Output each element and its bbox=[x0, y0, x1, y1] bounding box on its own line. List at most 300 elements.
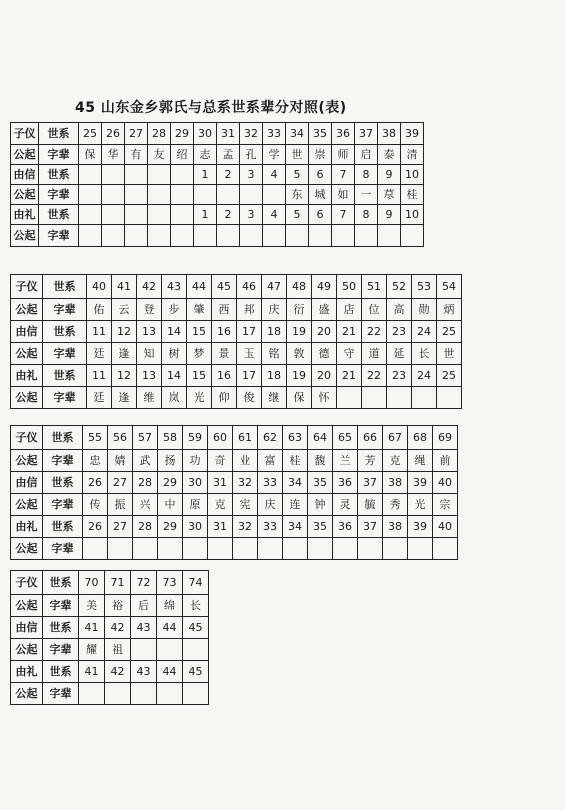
table-cell bbox=[217, 225, 240, 247]
table-cell: 59 bbox=[183, 426, 208, 450]
table-cell: 13 bbox=[137, 365, 162, 387]
table-cell: 崇 bbox=[309, 145, 332, 165]
row-type-cell: 世系 bbox=[43, 275, 87, 299]
table-cell: 37 bbox=[358, 516, 383, 538]
table-cell: 业 bbox=[233, 450, 258, 472]
table-cell: 5 bbox=[286, 165, 309, 185]
table-cell: 兴 bbox=[133, 494, 158, 516]
gongqi-zibei-row bbox=[11, 595, 209, 617]
gongqi-zibei-row-3 bbox=[11, 387, 462, 409]
table-cell: 56 bbox=[108, 426, 133, 450]
table-cell: 24 bbox=[412, 365, 437, 387]
generation-table-1 bbox=[10, 122, 424, 247]
table-cell bbox=[309, 225, 332, 247]
table-cell: 43 bbox=[131, 661, 157, 683]
table-cell: 长 bbox=[183, 595, 209, 617]
table-cell bbox=[79, 683, 105, 705]
table-cell: 维 bbox=[137, 387, 162, 409]
table-cell: 芳 bbox=[358, 450, 383, 472]
table-cell bbox=[102, 165, 125, 185]
row-type-cell: 字辈 bbox=[43, 494, 83, 516]
table-cell: 邦 bbox=[237, 299, 262, 321]
person-header-cell: 公起 bbox=[11, 450, 43, 472]
generation-table-2 bbox=[10, 274, 462, 409]
table-cell bbox=[387, 387, 412, 409]
person-header-cell: 公起 bbox=[11, 299, 43, 321]
table-cell bbox=[157, 683, 183, 705]
generation-table-3 bbox=[10, 425, 458, 560]
table-cell bbox=[125, 165, 148, 185]
table-cell bbox=[263, 225, 286, 247]
gongqi-zibei-row-3 bbox=[11, 538, 458, 560]
table-cell: 庆 bbox=[258, 494, 283, 516]
table-cell: 50 bbox=[337, 275, 362, 299]
person-header-cell: 由礼 bbox=[11, 205, 39, 225]
table-cell: 荩 bbox=[378, 185, 401, 205]
table-cell bbox=[183, 639, 209, 661]
table-cell bbox=[332, 225, 355, 247]
table-cell: 45 bbox=[212, 275, 237, 299]
row-type-cell: 字辈 bbox=[43, 538, 83, 560]
table-cell bbox=[355, 225, 378, 247]
table-cell bbox=[171, 185, 194, 205]
table-cell: 西 bbox=[212, 299, 237, 321]
table-cell: 74 bbox=[183, 571, 209, 595]
table-cell: 6 bbox=[309, 205, 332, 225]
table-cell: 原 bbox=[183, 494, 208, 516]
table-cell: 12 bbox=[112, 321, 137, 343]
table-cell: 18 bbox=[262, 365, 287, 387]
table-cell: 耀 bbox=[79, 639, 105, 661]
table-cell: 58 bbox=[158, 426, 183, 450]
table-cell: 40 bbox=[433, 516, 458, 538]
table-cell bbox=[217, 185, 240, 205]
person-header-cell: 公起 bbox=[11, 538, 43, 560]
table-cell: 49 bbox=[312, 275, 337, 299]
table-cell: 28 bbox=[133, 472, 158, 494]
table-cell: 9 bbox=[378, 165, 401, 185]
table-cell: 35 bbox=[308, 516, 333, 538]
table-cell: 知 bbox=[137, 343, 162, 365]
generation-table-4 bbox=[10, 570, 209, 705]
table-cell: 1 bbox=[194, 205, 217, 225]
table-cell bbox=[240, 225, 263, 247]
table-cell: 22 bbox=[362, 365, 387, 387]
gongqi-zibei-row bbox=[11, 299, 462, 321]
table-cell: 友 bbox=[148, 145, 171, 165]
table-cell bbox=[412, 387, 437, 409]
table-cell bbox=[125, 225, 148, 247]
table-cell: 仰 bbox=[212, 387, 237, 409]
person-header-cell: 子仪 bbox=[11, 426, 43, 450]
table-cell: 5 bbox=[286, 205, 309, 225]
gongqi-zibei-row-2 bbox=[11, 494, 458, 516]
table-cell: 73 bbox=[157, 571, 183, 595]
table-cell: 扬 bbox=[158, 450, 183, 472]
table-cell: 41 bbox=[112, 275, 137, 299]
table-cell: 秀 bbox=[383, 494, 408, 516]
table-cell: 13 bbox=[137, 321, 162, 343]
table-cell: 38 bbox=[383, 516, 408, 538]
table-cell: 灵 bbox=[333, 494, 358, 516]
table-cell: 景 bbox=[212, 343, 237, 365]
table-cell: 桂 bbox=[401, 185, 424, 205]
table-cell: 9 bbox=[378, 205, 401, 225]
table-cell: 武 bbox=[133, 450, 158, 472]
table-cell: 71 bbox=[105, 571, 131, 595]
table-cell: 继 bbox=[262, 387, 287, 409]
table-cell: 忠 bbox=[83, 450, 108, 472]
table-cell: 46 bbox=[237, 275, 262, 299]
table-cell: 钟 bbox=[308, 494, 333, 516]
table-cell: 18 bbox=[262, 321, 287, 343]
table-cell: 32 bbox=[240, 123, 263, 145]
table-cell: 60 bbox=[208, 426, 233, 450]
table-cell: 祖 bbox=[105, 639, 131, 661]
person-header-cell: 由礼 bbox=[11, 661, 43, 683]
gongqi-zibei-row-2 bbox=[11, 185, 424, 205]
table-cell: 守 bbox=[337, 343, 362, 365]
table-cell: 26 bbox=[83, 516, 108, 538]
table-cell bbox=[148, 165, 171, 185]
table-cell: 35 bbox=[308, 472, 333, 494]
table-cell: 33 bbox=[263, 123, 286, 145]
row-type-cell: 世系 bbox=[43, 516, 83, 538]
table-cell: 树 bbox=[162, 343, 187, 365]
person-header-cell: 公起 bbox=[11, 225, 39, 247]
table-cell: 裕 bbox=[105, 595, 131, 617]
table-cell: 20 bbox=[312, 321, 337, 343]
table-cell: 保 bbox=[287, 387, 312, 409]
table-cell: 37 bbox=[355, 123, 378, 145]
table-cell: 馥 bbox=[308, 450, 333, 472]
table-cell: 62 bbox=[258, 426, 283, 450]
table-cell bbox=[240, 185, 263, 205]
row-type-cell: 字辈 bbox=[43, 343, 87, 365]
table-cell: 54 bbox=[437, 275, 462, 299]
table-cell: 孔 bbox=[240, 145, 263, 165]
row-type-cell: 世系 bbox=[39, 165, 79, 185]
row-type-cell: 世系 bbox=[43, 571, 79, 595]
table-cell: 桂 bbox=[283, 450, 308, 472]
table-cell: 登 bbox=[137, 299, 162, 321]
person-header-cell: 公起 bbox=[11, 494, 43, 516]
youxin-shixi-row bbox=[11, 472, 458, 494]
table-cell: 36 bbox=[333, 472, 358, 494]
table-cell bbox=[258, 538, 283, 560]
table-cell: 33 bbox=[258, 516, 283, 538]
table-cell: 后 bbox=[131, 595, 157, 617]
table-cell: 33 bbox=[258, 472, 283, 494]
table-cell: 25 bbox=[437, 321, 462, 343]
table-cell: 学 bbox=[263, 145, 286, 165]
table-cell: 德 bbox=[312, 343, 337, 365]
table-cell: 44 bbox=[157, 617, 183, 639]
table-cell: 岚 bbox=[162, 387, 187, 409]
table-cell: 3 bbox=[240, 205, 263, 225]
table-cell: 兰 bbox=[333, 450, 358, 472]
table-cell: 41 bbox=[79, 661, 105, 683]
person-header-cell: 由信 bbox=[11, 472, 43, 494]
row-type-cell: 字辈 bbox=[39, 145, 79, 165]
table-cell: 45 bbox=[183, 661, 209, 683]
table-cell: 逢 bbox=[112, 387, 137, 409]
table-cell: 庆 bbox=[262, 299, 287, 321]
table-cell: 一 bbox=[355, 185, 378, 205]
table-cell: 65 bbox=[333, 426, 358, 450]
table-cell: 43 bbox=[162, 275, 187, 299]
table-cell: 47 bbox=[262, 275, 287, 299]
person-header-cell: 由信 bbox=[11, 165, 39, 185]
table-cell: 8 bbox=[355, 205, 378, 225]
table-cell bbox=[194, 225, 217, 247]
table-cell: 39 bbox=[401, 123, 424, 145]
table-cell: 10 bbox=[401, 205, 424, 225]
table-cell: 31 bbox=[217, 123, 240, 145]
table-cell: 梦 bbox=[187, 343, 212, 365]
youli-shixi-row bbox=[11, 661, 209, 683]
gongqi-zibei-row-3 bbox=[11, 683, 209, 705]
table-cell bbox=[378, 225, 401, 247]
table-cell: 怀 bbox=[312, 387, 337, 409]
table-cell: 城 bbox=[309, 185, 332, 205]
table-cell: 19 bbox=[287, 321, 312, 343]
table-cell: 40 bbox=[87, 275, 112, 299]
table-cell: 俊 bbox=[237, 387, 262, 409]
table-cell: 39 bbox=[408, 516, 433, 538]
table-cell bbox=[194, 185, 217, 205]
person-header-cell: 由信 bbox=[11, 321, 43, 343]
table-cell: 7 bbox=[332, 165, 355, 185]
table-cell: 23 bbox=[387, 365, 412, 387]
youxin-shixi-row bbox=[11, 617, 209, 639]
table-cell bbox=[102, 205, 125, 225]
table-cell: 53 bbox=[412, 275, 437, 299]
table-cell: 38 bbox=[383, 472, 408, 494]
table-cell: 世 bbox=[437, 343, 462, 365]
table-cell: 21 bbox=[337, 365, 362, 387]
table-cell: 64 bbox=[308, 426, 333, 450]
table-cell: 27 bbox=[108, 472, 133, 494]
table-cell: 步 bbox=[162, 299, 187, 321]
table-cell: 24 bbox=[412, 321, 437, 343]
table-cell: 佑 bbox=[87, 299, 112, 321]
table-cell: 41 bbox=[79, 617, 105, 639]
table-cell: 长 bbox=[412, 343, 437, 365]
gongqi-zibei-row-3 bbox=[11, 225, 424, 247]
table-cell bbox=[358, 538, 383, 560]
table-cell: 42 bbox=[105, 617, 131, 639]
table-cell bbox=[171, 205, 194, 225]
table-cell: 铭 bbox=[262, 343, 287, 365]
youli-shixi-row bbox=[11, 205, 424, 225]
table-cell: 31 bbox=[208, 516, 233, 538]
table-cell: 20 bbox=[312, 365, 337, 387]
table-cell: 27 bbox=[108, 516, 133, 538]
table-cell: 保 bbox=[79, 145, 102, 165]
table-cell: 68 bbox=[408, 426, 433, 450]
table-cell bbox=[401, 225, 424, 247]
table-cell: 39 bbox=[408, 472, 433, 494]
table-cell bbox=[133, 538, 158, 560]
table-cell: 19 bbox=[287, 365, 312, 387]
table-cell: 38 bbox=[378, 123, 401, 145]
gongqi-zibei-row bbox=[11, 450, 458, 472]
row-type-cell: 字辈 bbox=[43, 450, 83, 472]
row-type-cell: 世系 bbox=[43, 617, 79, 639]
table-cell: 42 bbox=[137, 275, 162, 299]
table-cell: 奇 bbox=[208, 450, 233, 472]
table-cell: 34 bbox=[286, 123, 309, 145]
gongqi-zibei-row-2 bbox=[11, 639, 209, 661]
table-cell: 15 bbox=[187, 365, 212, 387]
table-cell: 志 bbox=[194, 145, 217, 165]
table-cell: 14 bbox=[162, 321, 187, 343]
table-cell: 11 bbox=[87, 365, 112, 387]
row-type-cell: 字辈 bbox=[43, 299, 87, 321]
person-header-cell: 公起 bbox=[11, 387, 43, 409]
youli-shixi-row bbox=[11, 516, 458, 538]
table-cell: 道 bbox=[362, 343, 387, 365]
person-header-cell: 由信 bbox=[11, 617, 43, 639]
table-cell: 31 bbox=[208, 472, 233, 494]
row-type-cell: 字辈 bbox=[39, 185, 79, 205]
table-cell: 51 bbox=[362, 275, 387, 299]
table-cell: 23 bbox=[387, 321, 412, 343]
table-cell bbox=[333, 538, 358, 560]
table-cell: 11 bbox=[87, 321, 112, 343]
table-cell bbox=[83, 538, 108, 560]
gongqi-zibei-row bbox=[11, 145, 424, 165]
row-type-cell: 字辈 bbox=[43, 683, 79, 705]
table-cell: 东 bbox=[286, 185, 309, 205]
table-cell: 40 bbox=[433, 472, 458, 494]
table-cell: 炳 bbox=[437, 299, 462, 321]
table-cell: 25 bbox=[79, 123, 102, 145]
table-cell: 克 bbox=[208, 494, 233, 516]
table-cell: 世 bbox=[286, 145, 309, 165]
table-cell: 敦 bbox=[287, 343, 312, 365]
table-cell bbox=[148, 225, 171, 247]
table-cell: 52 bbox=[387, 275, 412, 299]
table-cell: 2 bbox=[217, 205, 240, 225]
row-type-cell: 字辈 bbox=[43, 595, 79, 617]
youli-shixi-row bbox=[11, 365, 462, 387]
table-cell: 1 bbox=[194, 165, 217, 185]
table-cell bbox=[131, 639, 157, 661]
table-cell: 36 bbox=[333, 516, 358, 538]
table-cell: 30 bbox=[194, 123, 217, 145]
table-cell bbox=[79, 205, 102, 225]
table-cell bbox=[308, 538, 333, 560]
table-cell: 3 bbox=[240, 165, 263, 185]
table-cell: 廷 bbox=[87, 343, 112, 365]
table-cell: 30 bbox=[183, 472, 208, 494]
person-header-cell: 公起 bbox=[11, 683, 43, 705]
table-cell: 25 bbox=[437, 365, 462, 387]
table-cell: 16 bbox=[212, 321, 237, 343]
table-cell: 功 bbox=[183, 450, 208, 472]
row-type-cell: 字辈 bbox=[43, 639, 79, 661]
table-cell: 12 bbox=[112, 365, 137, 387]
table-cell: 17 bbox=[237, 365, 262, 387]
table-cell: 光 bbox=[187, 387, 212, 409]
table-cell: 如 bbox=[332, 185, 355, 205]
table-cell: 云 bbox=[112, 299, 137, 321]
table-cell: 衍 bbox=[287, 299, 312, 321]
table-cell: 44 bbox=[157, 661, 183, 683]
table-cell bbox=[171, 165, 194, 185]
table-cell bbox=[208, 538, 233, 560]
table-cell: 22 bbox=[362, 321, 387, 343]
table-cell bbox=[283, 538, 308, 560]
table-cell: 玉 bbox=[237, 343, 262, 365]
table-cell: 7 bbox=[332, 205, 355, 225]
table-cell: 32 bbox=[233, 516, 258, 538]
row-type-cell: 世系 bbox=[43, 426, 83, 450]
table-cell bbox=[148, 185, 171, 205]
table-cell: 毓 bbox=[358, 494, 383, 516]
table-cell bbox=[158, 538, 183, 560]
table-cell: 26 bbox=[102, 123, 125, 145]
table-cell: 宪 bbox=[233, 494, 258, 516]
table-cell: 高 bbox=[387, 299, 412, 321]
row-type-cell: 字辈 bbox=[43, 387, 87, 409]
person-header-cell: 公起 bbox=[11, 343, 43, 365]
table-cell: 连 bbox=[283, 494, 308, 516]
table-cell: 15 bbox=[187, 321, 212, 343]
row-type-cell: 世系 bbox=[43, 321, 87, 343]
table-cell bbox=[79, 185, 102, 205]
table-cell bbox=[131, 683, 157, 705]
table-cell bbox=[437, 387, 462, 409]
table-cell: 43 bbox=[131, 617, 157, 639]
row-type-cell: 世系 bbox=[39, 205, 79, 225]
table-cell: 32 bbox=[233, 472, 258, 494]
table-cell bbox=[408, 538, 433, 560]
table-cell: 富 bbox=[258, 450, 283, 472]
person-header-cell: 公起 bbox=[11, 185, 39, 205]
table-cell bbox=[125, 185, 148, 205]
table-cell bbox=[108, 538, 133, 560]
table-cell: 师 bbox=[332, 145, 355, 165]
table-cell: 14 bbox=[162, 365, 187, 387]
ziyi-shixi-row bbox=[11, 426, 458, 450]
table-cell: 69 bbox=[433, 426, 458, 450]
table-cell bbox=[263, 185, 286, 205]
table-cell: 勋 bbox=[412, 299, 437, 321]
table-cell: 42 bbox=[105, 661, 131, 683]
table-cell: 传 bbox=[83, 494, 108, 516]
table-cell: 37 bbox=[358, 472, 383, 494]
table-cell: 华 bbox=[102, 145, 125, 165]
youxin-shixi-row bbox=[11, 165, 424, 185]
row-type-cell: 世系 bbox=[43, 472, 83, 494]
table-cell: 有 bbox=[125, 145, 148, 165]
table-cell: 振 bbox=[108, 494, 133, 516]
table-cell: 中 bbox=[158, 494, 183, 516]
table-cell: 延 bbox=[387, 343, 412, 365]
table-cell: 婧 bbox=[108, 450, 133, 472]
table-cell: 宗 bbox=[433, 494, 458, 516]
table-cell bbox=[102, 225, 125, 247]
table-cell bbox=[286, 225, 309, 247]
table-cell: 启 bbox=[355, 145, 378, 165]
table-cell: 绍 bbox=[171, 145, 194, 165]
person-header-cell: 公起 bbox=[11, 595, 43, 617]
table-cell: 4 bbox=[263, 205, 286, 225]
table-cell: 廷 bbox=[87, 387, 112, 409]
